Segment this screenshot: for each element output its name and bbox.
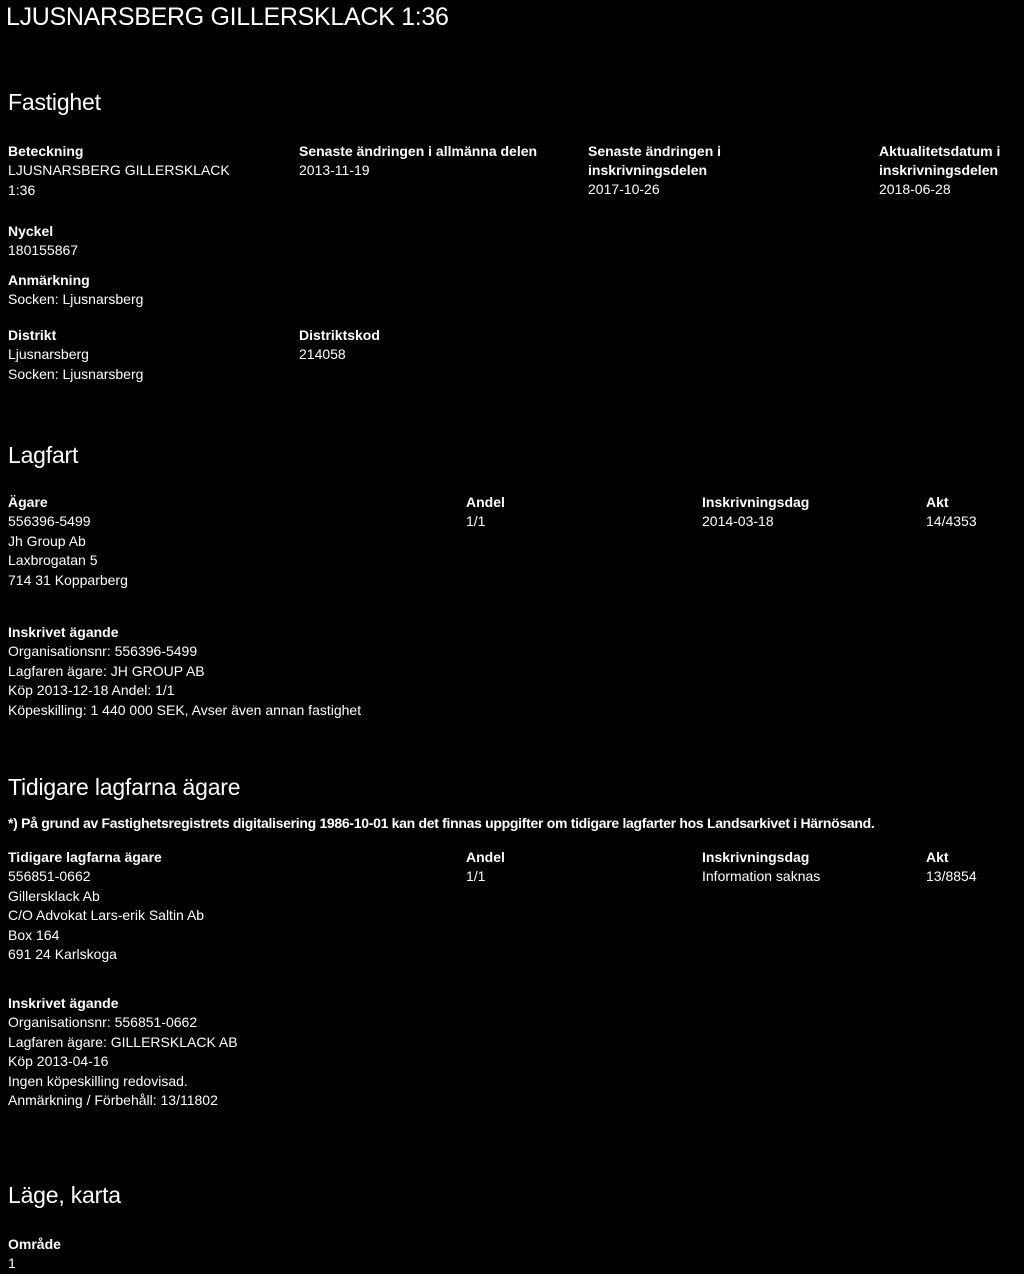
column-header-tidigare-agare: Tidigare lagfarna ägare <box>8 849 162 865</box>
column-header-andel: Andel <box>466 849 505 865</box>
owner-line: C/O Advokat Lars-erik Saltin Ab <box>8 907 205 923</box>
field-label: Inskrivet ägande <box>8 995 119 1011</box>
owner-line: 556396-5499 <box>8 513 91 529</box>
tidigare-andel-cell <box>466 848 505 887</box>
lagfart-inskrivet-agande <box>8 623 361 720</box>
owner-line: Laxbrogatan 5 <box>8 552 98 568</box>
field-value: Köpeskilling: 1 440 000 SEK, Avser även annan fastighet <box>8 701 362 718</box>
field-value: 2018-06-28 <box>879 181 951 197</box>
field-senaste-inskrivning <box>588 142 721 200</box>
field-value: Anmärkning / Förbehåll: 13/11802 <box>8 1092 218 1108</box>
field-value: Köp 2013-04-16 <box>8 1053 109 1069</box>
field-label: Senaste ändringen i <box>588 143 722 159</box>
lagfart-inskrivningsdag-cell <box>702 493 809 532</box>
field-value: LJUSNARSBERG GILLERSKLACK <box>8 162 230 178</box>
section-heading-lage-karta: Läge, karta <box>8 1182 121 1208</box>
tidigare-inskrivningsdag-cell <box>702 848 820 887</box>
field-value: Ingen köpeskilling redovisad. <box>8 1072 188 1089</box>
akt-value: 14/4353 <box>926 513 977 529</box>
lagfart-akt-cell <box>926 493 977 532</box>
field-value: 1 <box>8 1255 16 1271</box>
column-header-agare: Ägare <box>8 494 48 510</box>
field-value: Organisationsnr: 556396-5499 <box>8 643 198 659</box>
field-label: Beteckning <box>8 143 84 159</box>
field-value: 2017-10-26 <box>588 181 660 197</box>
owner-line: 714 31 Kopparberg <box>8 571 128 588</box>
owner-line: 556851-0662 <box>8 868 91 884</box>
field-nyckel <box>8 222 78 261</box>
column-header-inskrivningsdag: Inskrivningsdag <box>702 494 810 510</box>
inskrivningsdag-value: Information saknas <box>702 868 821 884</box>
field-label: Anmärkning <box>8 272 90 288</box>
field-label: inskrivningsdelen <box>588 162 708 178</box>
inskrivningsdag-value: 2014-03-18 <box>702 513 774 529</box>
owner-line: Box 164 <box>8 926 60 943</box>
field-distriktskod <box>299 326 380 365</box>
field-label: Distrikt <box>8 327 57 343</box>
field-value: 2013-11-19 <box>299 162 370 178</box>
field-label: Område <box>8 1236 61 1252</box>
section-heading-fastighet: Fastighet <box>8 89 101 115</box>
tidigare-inskrivet-agande <box>8 994 238 1111</box>
field-senaste-allmanna <box>299 142 537 181</box>
field-value: Organisationsnr: 556851-0662 <box>8 1014 198 1030</box>
tidigare-akt-cell <box>926 848 977 887</box>
page-title: LJUSNARSBERG GILLERSKLACK 1:36 <box>6 3 449 31</box>
field-label: Senaste ändringen i allmänna delen <box>299 143 538 159</box>
andel-value: 1/1 <box>466 513 486 529</box>
field-value: Köp 2013-12-18 Andel: 1/1 <box>8 682 175 698</box>
owner-line: Gillersklack Ab <box>8 887 100 904</box>
field-distrikt <box>8 326 143 384</box>
column-header-akt: Akt <box>926 494 949 510</box>
lagfart-owner-cell <box>8 493 128 590</box>
field-value: 1:36 <box>8 181 36 198</box>
field-label: Nyckel <box>8 223 54 239</box>
andel-value: 1/1 <box>466 868 486 884</box>
field-value: Ljusnarsberg <box>8 346 89 362</box>
field-value: 180155867 <box>8 242 79 258</box>
field-beteckning <box>8 142 230 200</box>
field-value: 214058 <box>299 346 346 362</box>
field-value: Socken: Ljusnarsberg <box>8 291 144 307</box>
lagfart-andel-cell <box>466 493 505 532</box>
field-value: Lagfaren ägare: JH GROUP AB <box>8 662 205 679</box>
column-header-akt: Akt <box>926 849 949 865</box>
field-label: Distriktskod <box>299 327 380 343</box>
field-label: Aktualitetsdatum i <box>879 143 1001 159</box>
column-header-inskrivningsdag: Inskrivningsdag <box>702 849 810 865</box>
field-label: inskrivningsdelen <box>879 162 999 178</box>
field-aktualitetsdatum <box>879 142 1000 200</box>
owner-line: Jh Group Ab <box>8 532 86 549</box>
field-label: Inskrivet ägande <box>8 624 119 640</box>
section-heading-tidigare: Tidigare lagfarna ägare <box>8 774 241 800</box>
field-value: Lagfaren ägare: GILLERSKLACK AB <box>8 1033 238 1050</box>
field-anmarkning <box>8 271 143 310</box>
field-omrade <box>8 1235 61 1274</box>
owner-line: 691 24 Karlskoga <box>8 946 117 962</box>
digitalisation-note: *) På grund av Fastighetsregistrets digitalisering 1986-10-01 kan det finnas uppgifter om tidigare lagfarter hos Landsarkivet i Härnösand. <box>8 815 875 831</box>
tidigare-owner-cell <box>8 848 204 965</box>
column-header-andel: Andel <box>466 494 505 510</box>
section-heading-lagfart: Lagfart <box>8 442 79 468</box>
akt-value: 13/8854 <box>926 868 977 884</box>
field-value: Socken: Ljusnarsberg <box>8 365 144 382</box>
